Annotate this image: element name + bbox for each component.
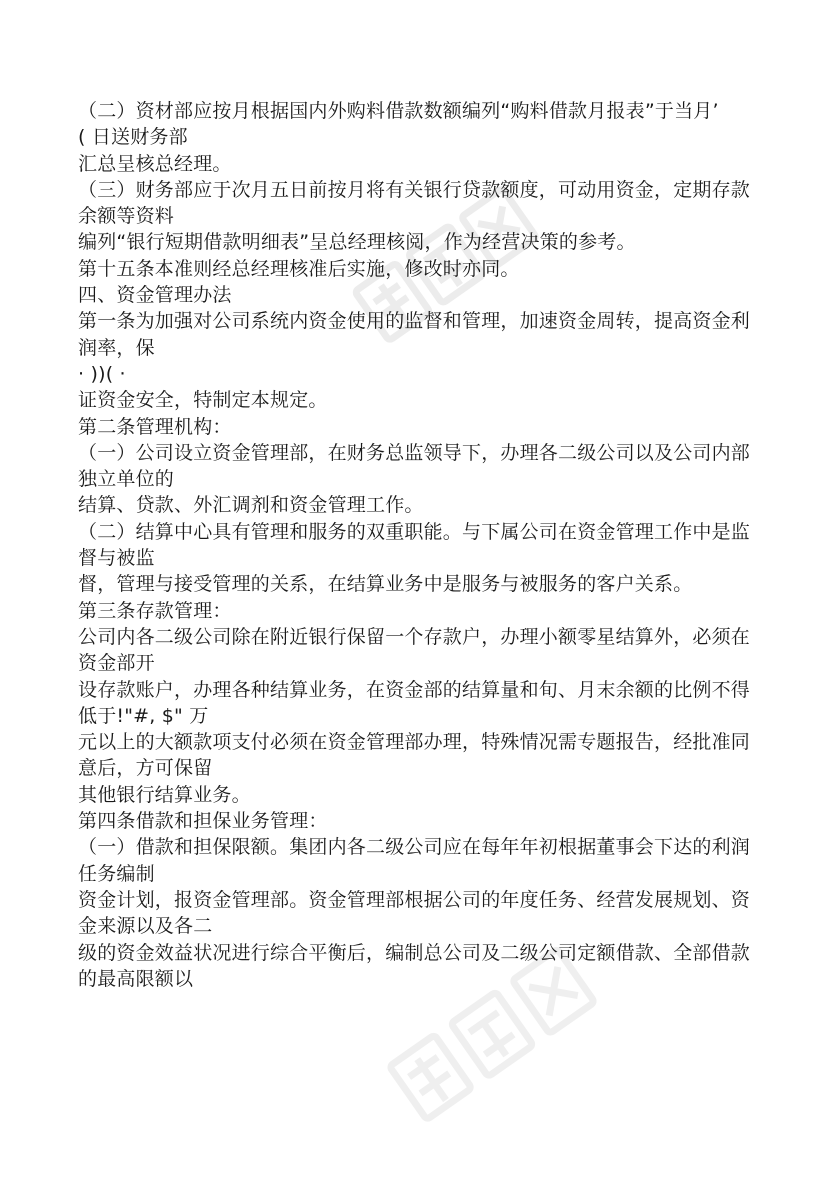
text-line: 其他银行结算业务。	[78, 783, 251, 806]
text-line: 低于!"#, $" 万	[78, 704, 209, 727]
text-line: 余额等资料	[78, 205, 175, 228]
text-line: 润率，保	[78, 336, 155, 359]
text-line: 的最高限额以	[78, 967, 194, 990]
text-line: 第二条管理机构：	[78, 415, 232, 438]
text-line: 第三条存款管理：	[78, 599, 232, 622]
text-line: （二）结算中心具有管理和服务的双重职能。与下属公司在资金管理工作中是监	[78, 520, 751, 543]
text-line: 督与被监	[78, 547, 155, 570]
text-line: 第一条为加强对公司系统内资金使用的监督和管理，加速资金周转，提高资金利	[78, 310, 751, 333]
text-line: （三）财务部应于次月五日前按月将有关银行贷款额度，可动用资金，定期存款	[78, 178, 751, 201]
text-line: 资金部开	[78, 652, 155, 675]
text-line: 编列“银行短期借款明细表”呈总经理核阅，作为经营决策的参考。	[78, 231, 636, 254]
text-line: 汇总呈核总经理。	[78, 152, 232, 175]
text-line: ( 日送财务部	[78, 126, 188, 149]
text-line: （一）公司设立资金管理部，在财务总监领导下，办理各二级公司以及公司内部	[78, 441, 751, 464]
text-line: （二）资材部应按月根据国内外购料借款数额编列“购料借款月报表”于当月’	[78, 100, 719, 122]
text-line: 金来源以及各二	[78, 915, 213, 938]
text-line: 第十五条本准则经总经理核准后实施，修改时亦同。	[78, 257, 520, 280]
document-body	[78, 98, 758, 992]
text-line: （一）借款和担保限额。集团内各二级公司应在每年年初根据董事会下达的利润	[78, 836, 751, 859]
text-line: 第四条借款和担保业务管理：	[78, 810, 328, 833]
text-line: 公司内各二级公司除在附近银行保留一个存款户，办理小额零星结算外，必须在	[78, 625, 751, 648]
text-line: 资金计划，报资金管理部。资金管理部根据公司的年度任务、经营发展规划、资	[78, 888, 751, 911]
text-line: 任务编制	[78, 862, 155, 885]
text-line: 元以上的大额款项支付必须在资金管理部办理，特殊情况需专题报告，经批准同	[78, 731, 751, 754]
section-heading: 四、资金管理办法	[78, 284, 232, 307]
text-line: 级的资金效益状况进行综合平衡后，编制总公司及二级公司定额借款、全部借款	[78, 941, 751, 964]
text-line: 设存款账户，办理各种结算业务，在资金部的结算量和旬、月末余额的比例不得	[78, 678, 751, 701]
text-line: 督，管理与接受管理的关系，在结算业务中是服务与被服务的客户关系。	[78, 573, 693, 596]
text-line: · ))( ·	[78, 362, 126, 385]
text-line: 意后，方可保留	[78, 757, 213, 780]
text-line: 证资金安全，特制定本规定。	[78, 389, 328, 412]
text-line: 结算、贷款、外汇调剂和资金管理工作。	[78, 494, 424, 517]
text-line: 独立单位的	[78, 468, 175, 491]
